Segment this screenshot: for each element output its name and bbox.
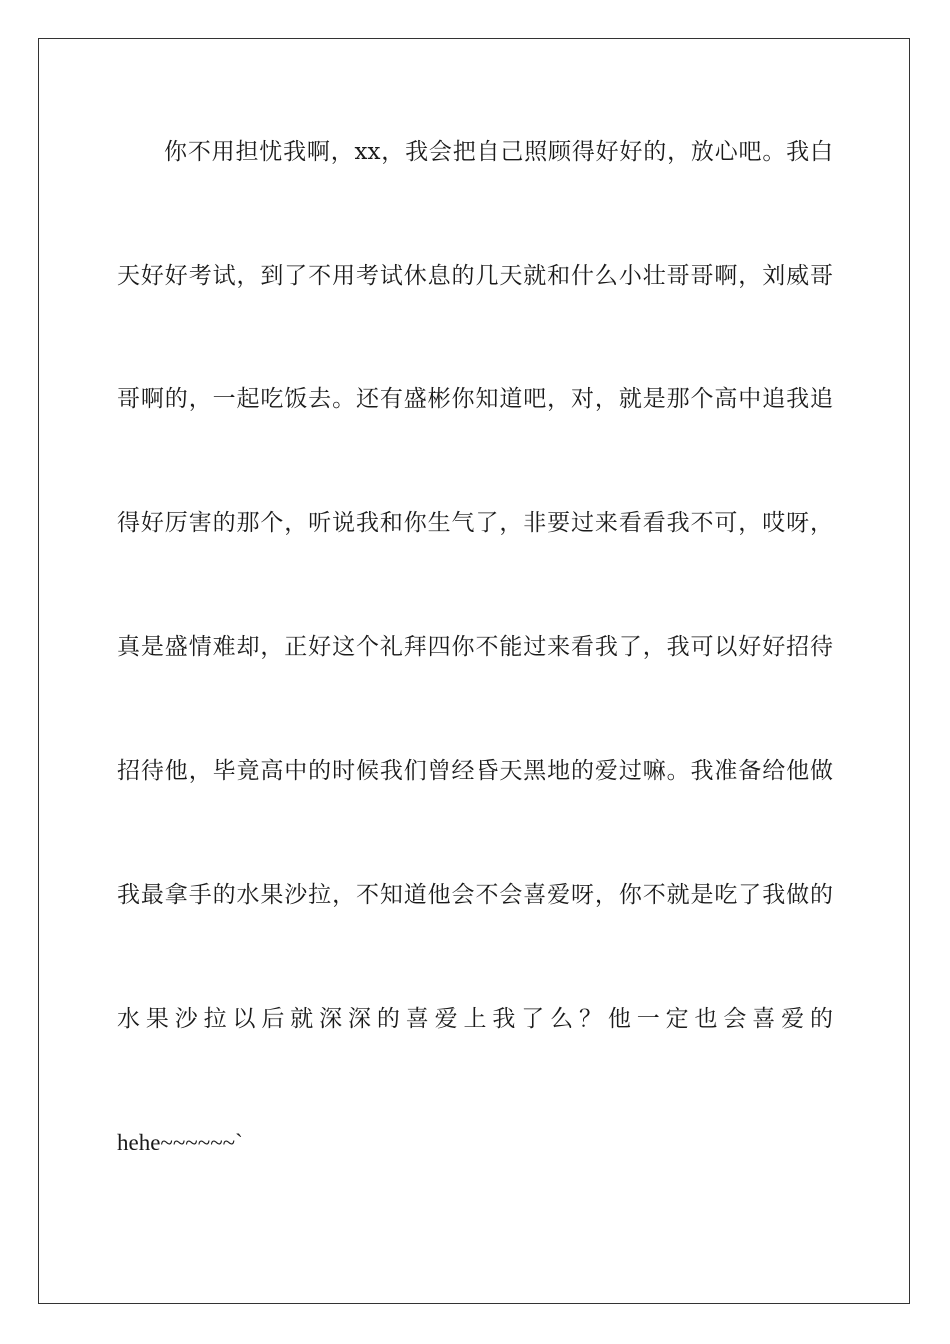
- page-border: [38, 38, 910, 1304]
- paragraph-line-3: 哥啊的，一起吃饭去。还有盛彬你知道吧，对，就是那个高中追我追: [117, 386, 833, 412]
- paragraph-line-6: 招待他，毕竟高中的时候我们曾经昏天黑地的爱过嘛。我准备给他做: [117, 758, 833, 784]
- paragraph-line-1: 你不用担忧我啊，xx，我会把自己照顾得好好的，放心吧。我白: [164, 139, 833, 165]
- paragraph-line-7: 我最拿手的水果沙拉，不知道他会不会喜爱呀，你不就是吃了我做的: [117, 882, 833, 908]
- paragraph-line-5: 真是盛情难却，正好这个礼拜四你不能过来看我了，我可以好好招待: [117, 634, 833, 660]
- paragraph-line-9: hehe~~~~~~`: [117, 1130, 243, 1155]
- paragraph-line-2: 天好好考试，到了不用考试休息的几天就和什么小壮哥哥啊，刘威哥: [117, 263, 833, 289]
- paragraph-line-8: 水果沙拉以后就深深的喜爱上我了么？他一定也会喜爱的: [117, 1006, 833, 1032]
- paragraph-line-4: 得好厉害的那个，听说我和你生气了，非要过来看看我不可，哎呀，: [117, 510, 833, 536]
